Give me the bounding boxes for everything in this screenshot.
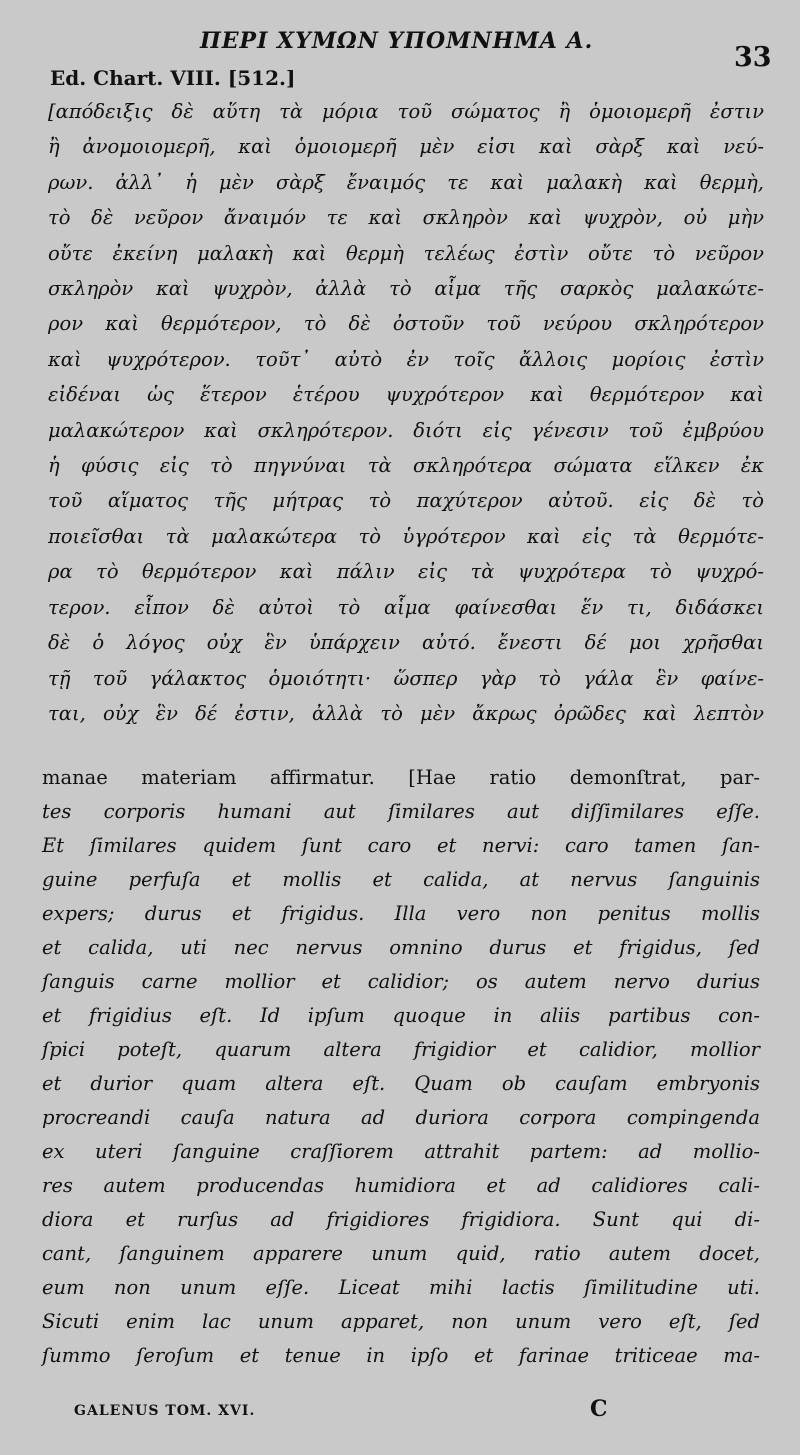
greek-line: ται, οὐχ ἓν δέ ἐστιν, ἀλλὰ τὸ μὲν ἄκρως ὀρῶδες καὶ λεπτὸν [48,701,764,725]
latin-line: diora et rurſus ad frigidiores frigidiora. Sunt qui di- [42,1208,760,1231]
greek-line: σκληρὸν καὶ ψυχρὸν, ἀλλὰ τὸ αἷμα τῆς σαρκὸς μαλακώτε- [48,277,764,301]
latin-line: et calida, uti nec nervus omnino durus et frigidus, ſed [42,936,760,959]
page-number: 33 [734,42,772,73]
greek-line: ρα τὸ θερμότερον καὶ πάλιν εἰς τὰ ψυχρότερα τὸ ψυχρό- [48,560,764,584]
greek-line: ἡ φύσις εἰς τὸ πηγνύναι τὰ σκληρότερα σώματα εἵλκεν ἐκ [48,454,764,478]
latin-line: et durior quam altera eſt. Quam ob cauſam embryonis [42,1072,760,1095]
greek-line: οὔτε ἐκείνη μαλακὴ καὶ θερμὴ τελέως ἐστὶν οὔτε τὸ νεῦρον [48,241,764,265]
latin-text-block [42,761,760,1373]
greek-line: τῇ τοῦ γάλακτος ὁμοιότητι· ὥσπερ γὰρ τὸ γάλα ἓν φαίνε- [48,666,764,690]
greek-line: τοῦ αἵματος τῆς μήτρας τὸ παχύτερον αὐτοῦ. εἰς δὲ τὸ [48,489,764,513]
edition-note: Ed. Chart. VIII. [512.] [50,66,296,90]
latin-line: Sicuti enim lac unum apparet, non unum vero eſt, ſed [42,1310,760,1333]
latin-line: procreandi cauſa natura ad duriora corpora compingenda [42,1106,760,1129]
greek-line: ἢ ἀνομοιομερῆ, καὶ ὁμοιομερῆ μὲν εἰσι καὶ σὰρξ καὶ νεύ- [48,135,764,159]
latin-line: eum non unum eſſe. Liceat mihi lactis ſimilitudine uti. [42,1276,760,1299]
greek-line: τὸ δὲ νεῦρον ἄναιμόν τε καὶ σκληρὸν καὶ ψυχρὸν, οὐ μὴν [48,206,764,230]
latin-line: tes corporis humani aut ſimilares aut diſſimilares eſſe. [42,800,760,823]
latin-line: ſpici poteſt, quarum altera frigidior et calidior, mollior [42,1038,760,1061]
greek-line: ποιεῖσθαι τὰ μαλακώτερα τὸ ὑγρότερον καὶ εἰς τὰ θερμότε- [48,524,764,548]
greek-line: εἰδέναι ὡς ἕτερον ἑτέρου ψυχρότερον καὶ θερμότερον καὶ [48,383,764,407]
greek-line: καὶ ψυχρότερον. τοῦτ᾿ αὐτὸ ἐν τοῖς ἄλλοις μορίοις ἐστὶν [48,347,764,371]
latin-line: manae materiam affirmatur. [Hae ratio demonſtrat, par- [42,766,760,789]
latin-line: ſanguis carne mollior et calidior; os autem nervo durius [42,970,760,993]
latin-line: et frigidius eſt. Id ipſum quoque in aliis partibus con- [42,1004,760,1027]
greek-line: δὲ ὁ λόγος οὐχ ἓν ὑπάρχειν αὐτό. ἔνεστι δέ μοι χρῆσθαι [48,631,764,655]
greek-text-block [48,94,764,731]
footer-volume: GALENUS TOM. XVI. [74,1403,256,1419]
latin-line: ſummo ſeroſum et tenue in ipſo et farinae triticeae ma- [42,1344,760,1367]
running-head: ΠΕΡΙ ΧΥΜΩΝ ΥΠΟΜΝΗΜΑ Α. [200,28,594,54]
latin-line: res autem producendas humidiora et ad calidiores cali- [42,1174,760,1197]
greek-line: ρον καὶ θερμότερον, τὸ δὲ ὀστοῦν τοῦ νεύρου σκληρότερον [48,312,764,336]
latin-line: expers; durus et frigidus. Illa vero non penitus mollis [42,902,760,925]
latin-line: Et ſimilares quidem ſunt caro et nervi: caro tamen ſan- [42,834,760,857]
latin-line: cant, ſanguinem apparere unum quid, ratio autem docet, [42,1242,760,1265]
greek-line: τερον. εἶπον δὲ αὐτοὶ τὸ αἷμα φαίνεσθαι ἕν τι, διδάσκει [48,595,764,619]
latin-line: ex uteri ſanguine craſſiorem attrahit partem: ad mollio- [42,1140,760,1163]
greek-line: ρων. ἀλλ᾿ ἡ μὲν σὰρξ ἔναιμός τε καὶ μαλακὴ καὶ θερμὴ, [48,170,764,194]
latin-line: guine perfuſa et mollis et calida, at nervus ſanguinis [42,868,760,891]
signature-mark: C [590,1396,608,1422]
greek-line: μαλακώτερον καὶ σκληρότερον. διότι εἰς γένεσιν τοῦ ἐμβρύου [48,418,764,442]
greek-line: [απόδειξις δὲ αὕτη τὰ μόρια τοῦ σώματος ἢ ὁμοιομερῆ ἐστιν [48,100,764,123]
